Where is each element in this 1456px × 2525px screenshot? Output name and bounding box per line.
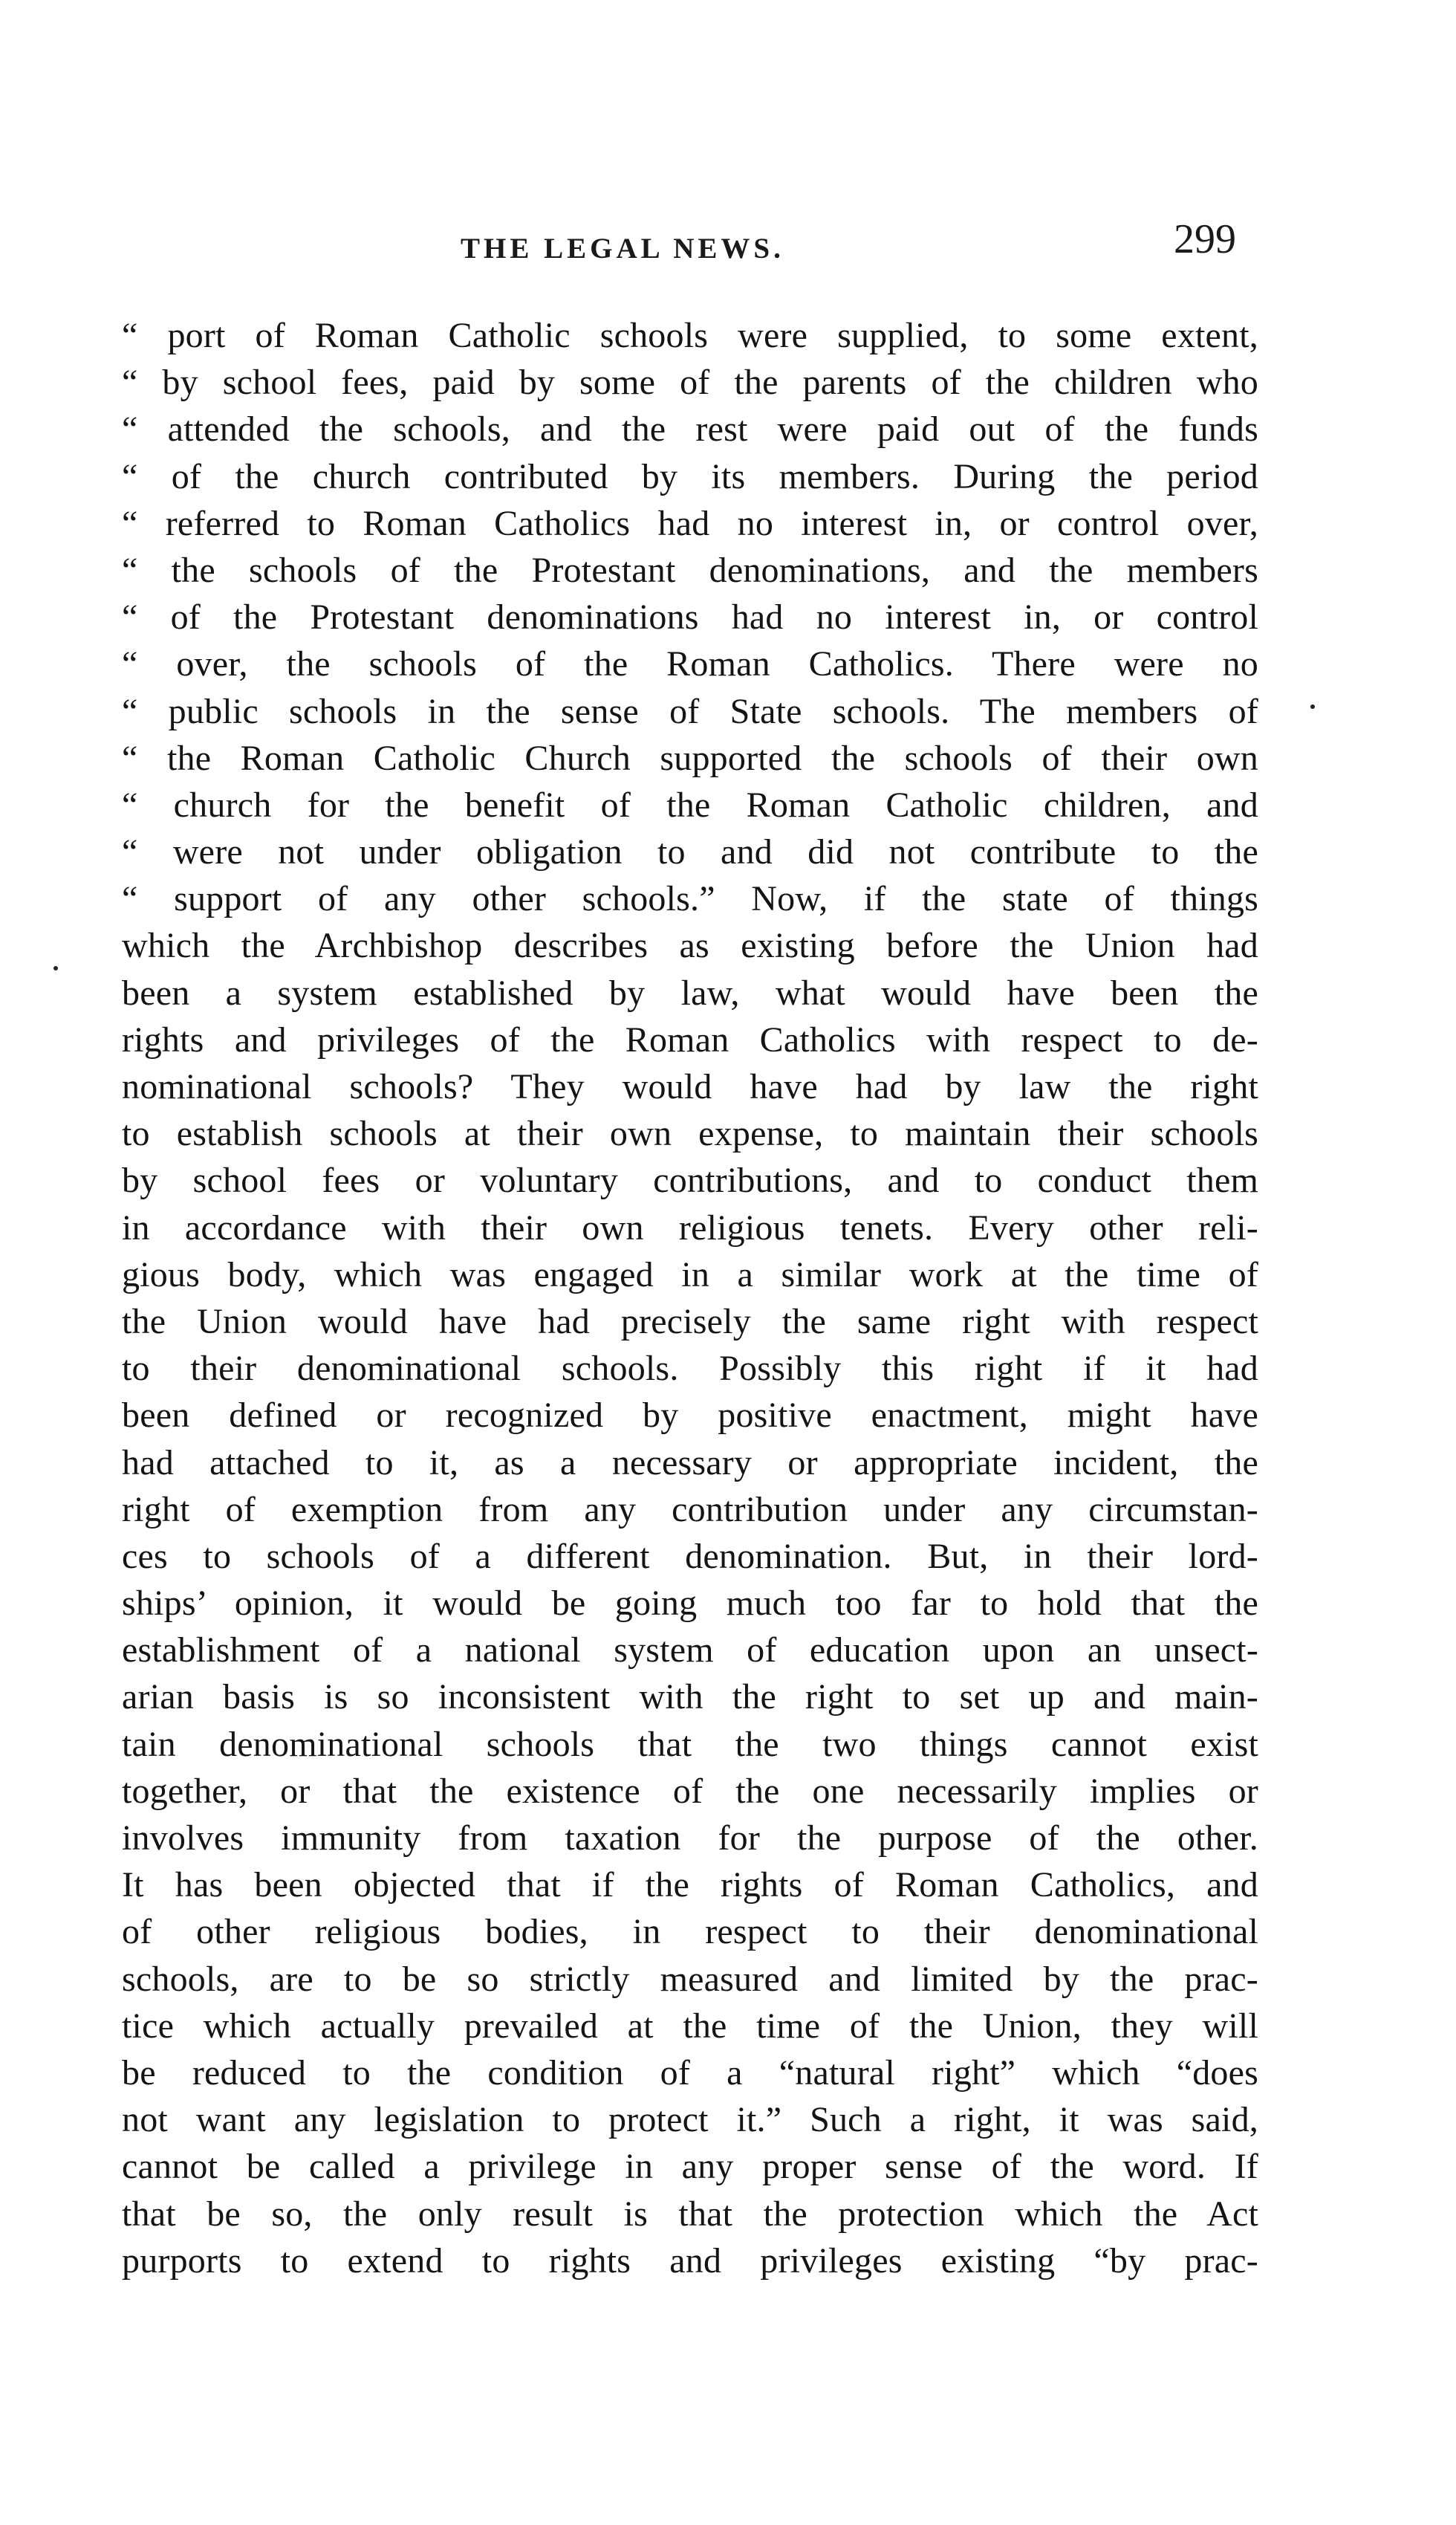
text-line: tice which actually prevailed at the time of the Union, they will <box>122 2006 1258 2046</box>
margin-speck <box>53 966 58 970</box>
text-line: by school fees or voluntary contributions, and to conduct them <box>122 1161 1258 1201</box>
text-line: to their denominational schools. Possibly this right if it had <box>122 1349 1258 1389</box>
body-text <box>122 312 1258 2284</box>
text-line: not want any legislation to protect it.” Such a right, it was said, <box>122 2100 1258 2140</box>
margin-speck <box>1310 704 1315 709</box>
text-line: of other religious bodies, in respect to their denominational <box>122 1912 1258 1952</box>
text-line: together, or that the existence of the one necessarily implies or <box>122 1771 1258 1811</box>
text-line: rights and privileges of the Roman Catholics with respect to de- <box>122 1020 1258 1060</box>
text-line: “ referred to Roman Catholics had no interest in, or control over, <box>122 503 1258 543</box>
text-line: “ of the Protestant denominations had no interest in, or control <box>122 597 1258 638</box>
text-line: involves immunity from taxation for the purpose of the other. <box>122 1818 1258 1858</box>
page-number: 299 <box>1174 216 1236 262</box>
text-line: been defined or recognized by positive enactment, might have <box>122 1396 1258 1436</box>
text-line: had attached to it, as a necessary or appropriate incident, the <box>122 1442 1258 1482</box>
text-line: be reduced to the condition of a “natural right” which “does <box>122 2052 1258 2093</box>
text-line: to establish schools at their own expense, to maintain their schools <box>122 1114 1258 1154</box>
text-line: establishment of a national system of education upon an unsect- <box>122 1630 1258 1670</box>
text-line: “ were not under obligation to and did not contribute to the <box>122 832 1258 872</box>
text-line: gious body, which was engaged in a similar work at the time of <box>122 1254 1258 1294</box>
text-line: which the Archbishop describes as existing before the Union had <box>122 926 1258 966</box>
text-line: purports to extend to rights and privileges existing “by prac- <box>122 2240 1258 2281</box>
text-line: that be so, the only result is that the protection which the Act <box>122 2194 1258 2234</box>
text-line: “ attended the schools, and the rest were paid out of the funds <box>122 409 1258 450</box>
text-line: ces to schools of a different denomination. But, in their lord- <box>122 1536 1258 1576</box>
text-line: the Union would have had precisely the same right with respect <box>122 1301 1258 1341</box>
text-line: “ the Roman Catholic Church supported the schools of their own <box>122 738 1258 778</box>
text-line: tain denominational schools that the two things cannot exist <box>122 1724 1258 1764</box>
text-line: arian basis is so inconsistent with the right to set up and main- <box>122 1677 1258 1717</box>
text-line: “ by school fees, paid by some of the parents of the children who <box>122 363 1258 403</box>
text-line: cannot be called a privilege in any proper sense of the word. If <box>122 2147 1258 2187</box>
text-line: “ support of any other schools.” Now, if the state of things <box>122 879 1258 919</box>
text-line: schools, are to be so strictly measured and limited by the prac- <box>122 1959 1258 1999</box>
text-line: been a system established by law, what would have been the <box>122 973 1258 1013</box>
text-line: “ church for the benefit of the Roman Catholic children, and <box>122 785 1258 825</box>
text-line: in accordance with their own religious tenets. Every other reli- <box>122 1208 1258 1248</box>
text-line: “ public schools in the sense of State schools. The members of <box>122 691 1258 731</box>
text-line: right of exemption from any contribution under any circumstan- <box>122 1489 1258 1529</box>
text-line: It has been objected that if the rights of Roman Catholics, and <box>122 1865 1258 1905</box>
text-line: ships’ opinion, it would be going much too far to hold that the <box>122 1584 1258 1624</box>
text-line: “ port of Roman Catholic schools were supplied, to some extent, <box>122 316 1258 355</box>
text-line: “ of the church contributed by its members. During the period <box>122 456 1258 496</box>
text-line: “ the schools of the Protestant denominations, and the members <box>122 550 1258 590</box>
text-line: nominational schools? They would have had by law the right <box>122 1067 1258 1106</box>
text-line: “ over, the schools of the Roman Catholics. There were no <box>122 644 1258 684</box>
running-title: THE LEGAL NEWS. <box>461 233 784 265</box>
